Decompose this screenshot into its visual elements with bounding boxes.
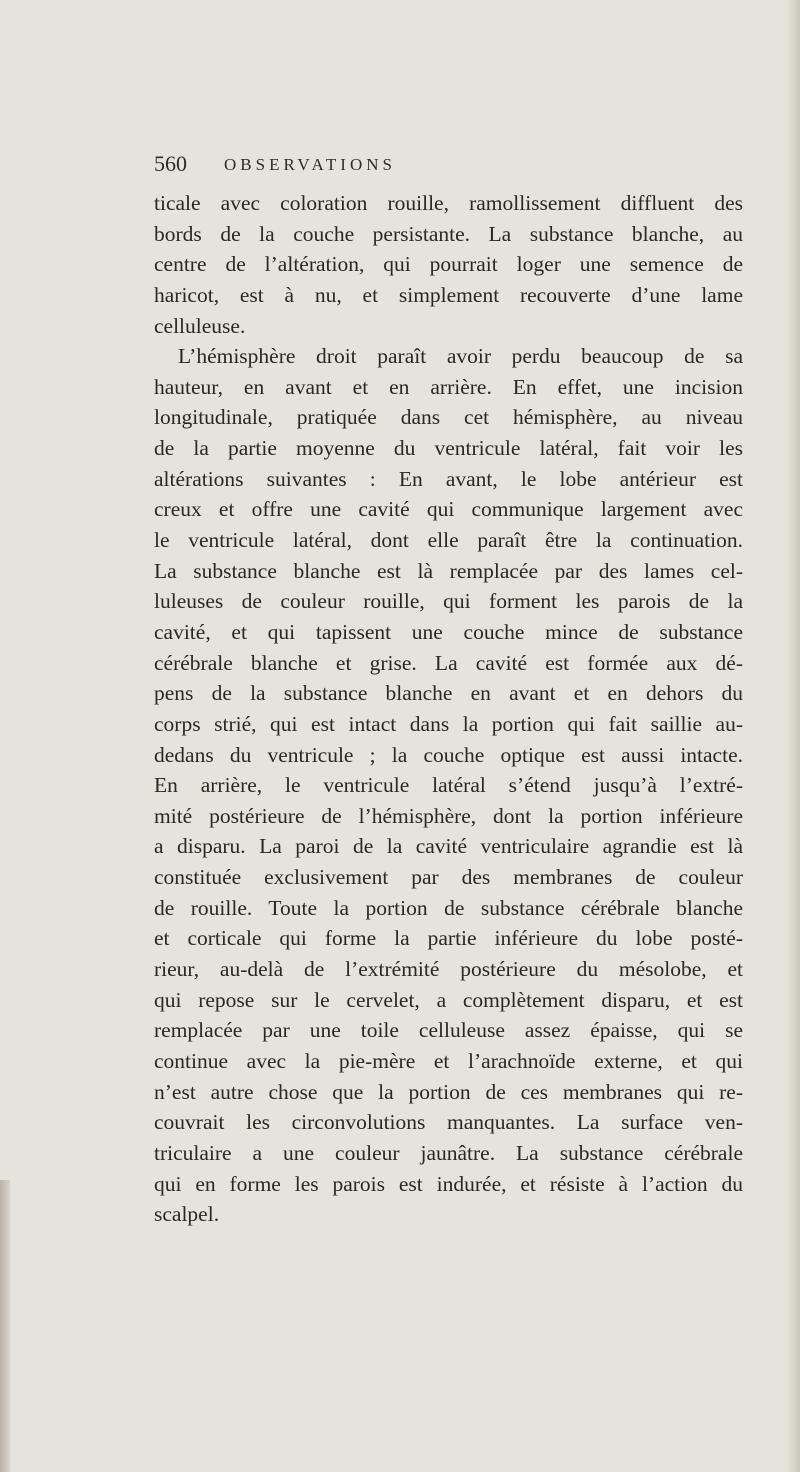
page-edge-shadow-left: [0, 1180, 10, 1472]
text-line: ticale avec coloration rouille, ramollissement diffluent des: [154, 191, 743, 215]
text-line: mité postérieure de l’hémisphère, dont la portion inférieure: [154, 803, 743, 828]
page-header: [154, 147, 654, 187]
text-line: cérébrale blanche et grise. La cavité est formée aux dé-: [154, 650, 743, 675]
text-line: luleuses de couleur rouille, qui forment les parois de la: [154, 589, 743, 614]
text-line: continue avec la pie-mère et l’arachnoïde externe, et qui: [154, 1048, 743, 1073]
text-line: et corticale qui forme la partie inférieure du lobe posté-: [154, 926, 743, 951]
text-line: corps strié, qui est intact dans la portion qui fait saillie au-: [154, 711, 743, 736]
text-line: constituée exclusivement par des membranes de couleur: [154, 865, 743, 890]
text-line: L’hémisphère droit paraît avoir perdu beaucoup de sa: [178, 344, 743, 369]
text-line: creux et offre une cavité qui communique largement avec: [154, 497, 743, 522]
text-line: de rouille. Toute la portion de substance cérébrale blanche: [154, 895, 743, 920]
text-line: hauteur, en avant et en arrière. En effet, une incision: [154, 374, 743, 399]
text-line: celluleuse.: [154, 313, 246, 338]
text-line: triculaire a une couleur jaunâtre. La substance cérébrale: [154, 1140, 743, 1165]
text-line: qui repose sur le cervelet, a complètement disparu, et est: [154, 987, 743, 1012]
text-line: rieur, au-delà de l’extrémité postérieure du mésolobe, et: [154, 957, 743, 982]
text-line: de la partie moyenne du ventricule latéral, fait voir les: [154, 436, 743, 461]
text-line: centre de l’altération, qui pourrait loger une semence de: [154, 252, 743, 277]
text-line: haricot, est à nu, et simplement recouverte d’une lame: [154, 282, 743, 307]
text-line: cavité, et qui tapissent une couche mince de substance: [154, 619, 743, 644]
text-line: dedans du ventricule ; la couche optique est aussi intacte.: [154, 742, 743, 767]
running-head: OBSERVATIONS: [224, 155, 396, 174]
page-edge-shadow-right: [786, 0, 800, 1472]
text-line: remplacée par une toile celluleuse assez épaisse, qui se: [154, 1018, 743, 1043]
body-text: [154, 188, 743, 1230]
text-line: bords de la couche persistante. La substance blanche, au: [154, 221, 743, 246]
text-line: couvrait les circonvolutions manquantes. La surface ven-: [154, 1110, 743, 1135]
text-line: La substance blanche est là remplacée par des lames cel-: [154, 558, 743, 583]
page-number: 560: [154, 151, 187, 176]
text-line: n’est autre chose que la portion de ces membranes qui re-: [154, 1079, 743, 1104]
text-line: pens de la substance blanche en avant et en dehors du: [154, 681, 743, 706]
text-line: a disparu. La paroi de la cavité ventriculaire agrandie est là: [154, 834, 743, 859]
text-line: longitudinale, pratiquée dans cet hémisphère, au niveau: [154, 405, 743, 430]
text-line: altérations suivantes : En avant, le lobe antérieur est: [154, 466, 743, 491]
text-line: qui en forme les parois est indurée, et résiste à l’action du: [154, 1171, 743, 1196]
text-line: le ventricule latéral, dont elle paraît être la continuation.: [154, 528, 743, 553]
text-line: scalpel.: [154, 1202, 220, 1227]
text-line: En arrière, le ventricule latéral s’étend jusqu’à l’extré-: [154, 773, 743, 798]
